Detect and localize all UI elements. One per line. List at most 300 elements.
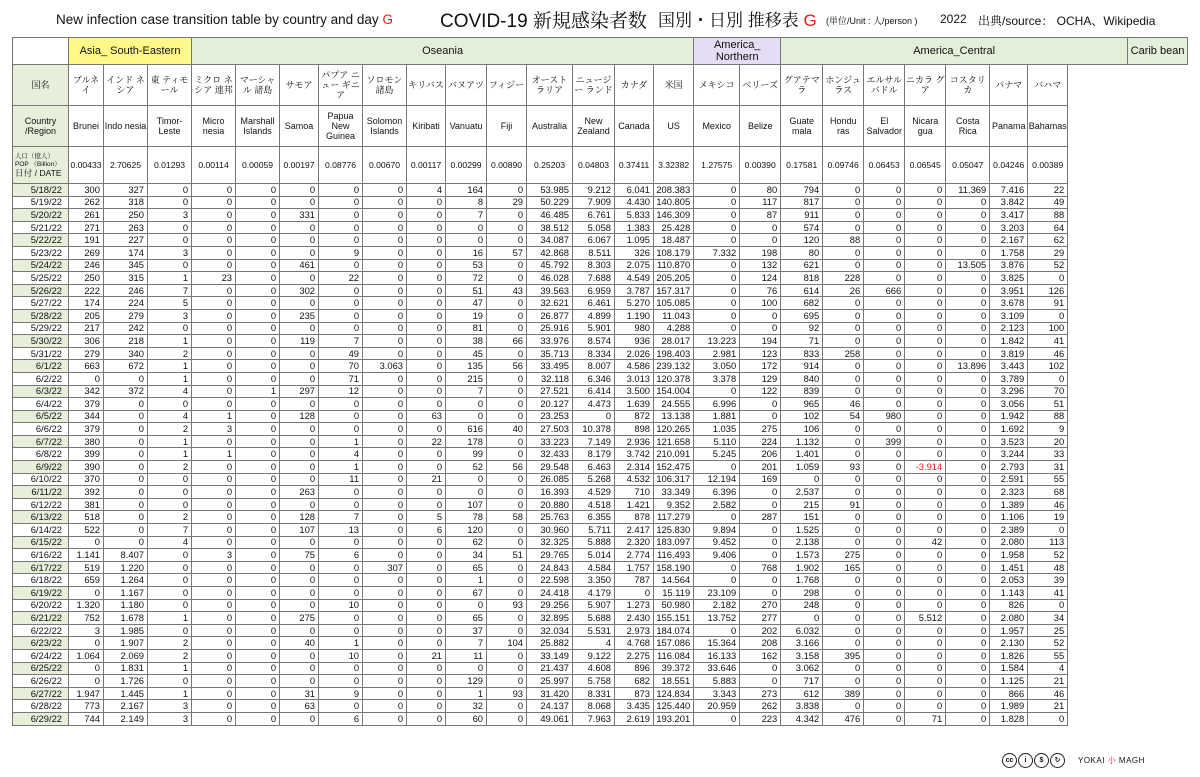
value-cell: 1 [446, 574, 487, 587]
value-cell: 46.485 [527, 209, 573, 222]
value-cell: 0 [487, 473, 527, 486]
value-cell: 20.959 [694, 700, 740, 713]
country-en-21: Costa Rica [946, 106, 990, 147]
value-cell: 55 [1028, 649, 1068, 662]
value-cell: 23.109 [694, 587, 740, 600]
by-icon: i [1018, 753, 1033, 768]
value-cell: 34.087 [527, 234, 573, 247]
value-cell: 100 [1028, 322, 1068, 335]
value-cell: 70 [319, 360, 363, 373]
value-cell: 1.273 [615, 599, 654, 612]
date-cell: 6/21/22 [13, 612, 69, 625]
value-cell: 0 [1028, 272, 1068, 285]
value-cell: 191 [69, 234, 104, 247]
value-cell: 0 [864, 612, 905, 625]
value-cell: 0 [905, 410, 946, 423]
value-cell: 1.525 [781, 524, 823, 537]
value-cell: 0 [363, 448, 407, 461]
value-cell: 0 [104, 536, 148, 549]
value-cell: 0 [694, 259, 740, 272]
value-cell: 1.059 [781, 461, 823, 474]
value-cell: 24.555 [654, 398, 694, 411]
value-cell: 326 [615, 246, 654, 259]
value-cell: 0 [823, 700, 864, 713]
value-cell: 0 [192, 372, 236, 385]
value-cell: 0 [363, 196, 407, 209]
value-cell: 0 [823, 259, 864, 272]
value-cell: 46 [1028, 347, 1068, 360]
value-cell: 2.582 [694, 498, 740, 511]
value-cell: 0 [407, 398, 446, 411]
value-cell: 0 [192, 284, 236, 297]
value-cell: 1.573 [781, 549, 823, 562]
value-cell: 1.826 [990, 649, 1028, 662]
value-cell: 227 [104, 234, 148, 247]
table-row [13, 687, 1188, 700]
value-cell: 0 [236, 612, 280, 625]
value-cell: 297 [280, 385, 319, 398]
value-cell: 0 [864, 272, 905, 285]
value-cell: 0 [905, 209, 946, 222]
table-row [13, 700, 1188, 713]
value-cell: 0 [694, 184, 740, 197]
value-cell: 4.342 [781, 712, 823, 725]
population-13: 0.37411 [615, 147, 654, 184]
value-cell: 0 [363, 637, 407, 650]
value-cell: 0 [823, 612, 864, 625]
value-cell: 0 [946, 246, 990, 259]
value-cell: 2.314 [615, 461, 654, 474]
value-cell: 0 [363, 423, 407, 436]
value-cell: 717 [781, 675, 823, 688]
value-cell: 0 [946, 322, 990, 335]
value-cell: 172 [740, 360, 781, 373]
value-cell: 0 [407, 486, 446, 499]
value-cell: 2 [148, 649, 192, 662]
value-cell: 0 [363, 612, 407, 625]
value-cell: 839 [781, 385, 823, 398]
value-cell: 345 [104, 259, 148, 272]
value-cell: 372 [104, 385, 148, 398]
country-en-6: Papua New Guinea [319, 106, 363, 147]
date-cell: 6/20/22 [13, 599, 69, 612]
value-cell: 2 [148, 423, 192, 436]
table-row [13, 360, 1188, 373]
value-cell: 0 [236, 637, 280, 650]
value-cell: 8.007 [573, 360, 615, 373]
value-cell: 26.085 [527, 473, 573, 486]
value-cell: 1.639 [615, 398, 654, 411]
value-cell: 53.985 [527, 184, 573, 197]
value-cell: 26.877 [527, 309, 573, 322]
value-cell: 1.389 [990, 498, 1028, 511]
value-cell: 0 [905, 599, 946, 612]
value-cell: 29.765 [527, 549, 573, 562]
value-cell: 0 [407, 246, 446, 259]
value-cell: 30.960 [527, 524, 573, 537]
value-cell: 6.996 [694, 398, 740, 411]
value-cell: 0 [236, 662, 280, 675]
table-row [13, 561, 1188, 574]
value-cell: 2.323 [990, 486, 1028, 499]
value-cell: 0 [446, 398, 487, 411]
value-cell: 222 [69, 284, 104, 297]
value-cell: 116.084 [654, 649, 694, 662]
value-cell: 0 [864, 234, 905, 247]
value-cell: 20.127 [527, 398, 573, 411]
value-cell: 936 [615, 335, 654, 348]
value-cell: 0 [446, 410, 487, 423]
value-cell: 19 [1028, 511, 1068, 524]
value-cell: 120 [781, 234, 823, 247]
value-cell: 8.407 [104, 549, 148, 562]
value-cell: 2.320 [615, 536, 654, 549]
value-cell: 519 [69, 561, 104, 574]
value-cell: 34 [1028, 612, 1068, 625]
value-cell: 0 [363, 536, 407, 549]
value-cell: 0 [192, 587, 236, 600]
value-cell: 0 [487, 700, 527, 713]
value-cell: 239.132 [654, 360, 694, 373]
value-cell: 0 [946, 234, 990, 247]
value-cell: 31 [280, 687, 319, 700]
value-cell: 3.417 [990, 209, 1028, 222]
value-cell: 0 [69, 662, 104, 675]
value-cell: 4.768 [615, 637, 654, 650]
value-cell: 1.132 [781, 435, 823, 448]
value-cell: 0 [319, 536, 363, 549]
value-cell: 0 [946, 662, 990, 675]
value-cell: 0 [236, 524, 280, 537]
value-cell: 0 [905, 309, 946, 322]
value-cell: 0 [236, 624, 280, 637]
value-cell: 210.091 [654, 448, 694, 461]
value-cell: 0 [192, 687, 236, 700]
value-cell: 0 [236, 574, 280, 587]
table-row [13, 473, 1188, 486]
value-cell: 0 [192, 347, 236, 360]
value-cell: 0 [363, 259, 407, 272]
country-en-17: Guate mala [781, 106, 823, 147]
value-cell: 0 [69, 637, 104, 650]
value-cell: 663 [69, 360, 104, 373]
value-cell: 1 [192, 410, 236, 423]
value-cell: 218 [104, 335, 148, 348]
value-cell: 34 [446, 549, 487, 562]
value-cell: 1.957 [990, 624, 1028, 637]
value-cell: 0 [280, 360, 319, 373]
value-cell: 0 [363, 675, 407, 688]
country-en-19: El Salvador [864, 106, 905, 147]
value-cell: 41 [1028, 587, 1068, 600]
value-cell: 80 [781, 246, 823, 259]
value-cell: 0 [864, 259, 905, 272]
country-en-12: New Zealand [573, 106, 615, 147]
value-cell: 242 [104, 322, 148, 335]
value-cell: 123 [740, 347, 781, 360]
value-cell: 1.143 [990, 587, 1028, 600]
value-cell: 275 [823, 549, 864, 562]
table-row [13, 196, 1188, 209]
value-cell: 3 [192, 549, 236, 562]
value-cell: 0 [740, 574, 781, 587]
value-cell: 0 [192, 473, 236, 486]
value-cell: 0 [280, 649, 319, 662]
value-cell: 0 [148, 473, 192, 486]
value-cell: 0 [407, 372, 446, 385]
value-cell: 0 [104, 435, 148, 448]
value-cell: 183.097 [654, 536, 694, 549]
value-cell: 25.763 [527, 511, 573, 524]
value-cell: 1.757 [615, 561, 654, 574]
value-cell: 62 [1028, 234, 1068, 247]
value-cell: 46.028 [527, 272, 573, 285]
value-cell: 0 [694, 561, 740, 574]
population-12: 0.04803 [573, 147, 615, 184]
value-cell: 0 [363, 335, 407, 348]
value-cell: 29 [487, 196, 527, 209]
value-cell: 0 [487, 297, 527, 310]
value-cell: 29.548 [527, 461, 573, 474]
value-cell: 2.075 [615, 259, 654, 272]
date-cell: 5/26/22 [13, 284, 69, 297]
population-16: 0.00390 [740, 147, 781, 184]
value-cell: 5.245 [694, 448, 740, 461]
value-cell: 42.868 [527, 246, 573, 259]
value-cell: 7 [148, 284, 192, 297]
value-cell: 0 [487, 448, 527, 461]
value-cell: 10 [319, 649, 363, 662]
value-cell: 768 [740, 561, 781, 574]
value-cell: 381 [69, 498, 104, 511]
value-cell: 0 [363, 624, 407, 637]
value-cell: 4.179 [573, 587, 615, 600]
table-row [13, 372, 1188, 385]
value-cell: 223 [740, 712, 781, 725]
table-row [13, 272, 1188, 285]
value-cell: 0 [823, 297, 864, 310]
value-cell: 0 [864, 498, 905, 511]
value-cell: 0 [1028, 712, 1068, 725]
value-cell: 4.473 [573, 398, 615, 411]
value-cell: 5.512 [905, 612, 946, 625]
value-cell: 0 [236, 398, 280, 411]
value-cell: 0 [236, 221, 280, 234]
value-cell: 0 [823, 196, 864, 209]
value-cell: 9.352 [654, 498, 694, 511]
value-cell: 0 [905, 549, 946, 562]
population-4: 0.00059 [236, 147, 280, 184]
value-cell: 0 [740, 309, 781, 322]
value-cell: 0 [694, 461, 740, 474]
value-cell: 0 [407, 272, 446, 285]
value-cell: 2.619 [615, 712, 654, 725]
value-cell: 0 [740, 536, 781, 549]
value-cell: 0 [69, 587, 104, 600]
value-cell: 81 [446, 322, 487, 335]
value-cell: 0 [864, 448, 905, 461]
value-cell: 3.876 [990, 259, 1028, 272]
value-cell: 5.901 [573, 322, 615, 335]
value-cell: 21.437 [527, 662, 573, 675]
value-cell: 0 [487, 309, 527, 322]
value-cell: 8.068 [573, 700, 615, 713]
value-cell: 3.158 [781, 649, 823, 662]
value-cell: 0 [363, 410, 407, 423]
value-cell: 20.880 [527, 498, 573, 511]
table-row [13, 649, 1188, 662]
value-cell: 0 [192, 524, 236, 537]
value-cell: 0 [487, 561, 527, 574]
value-cell: 9 [319, 687, 363, 700]
country-jp-19: エルサル バドル [864, 65, 905, 106]
population-5: 0.00197 [280, 147, 319, 184]
value-cell: 5.110 [694, 435, 740, 448]
value-cell: 0 [946, 524, 990, 537]
value-cell: 33.495 [527, 360, 573, 373]
value-cell: 129 [740, 372, 781, 385]
value-cell: 33.646 [694, 662, 740, 675]
value-cell: 0 [864, 574, 905, 587]
value-cell: 0 [823, 599, 864, 612]
value-cell: 20 [1028, 435, 1068, 448]
value-cell: 0 [946, 372, 990, 385]
value-cell: 0 [148, 561, 192, 574]
value-cell: 0 [946, 574, 990, 587]
value-cell: 125.440 [654, 700, 694, 713]
value-cell: 119 [280, 335, 319, 348]
value-cell: 51 [487, 549, 527, 562]
value-cell: 25.882 [527, 637, 573, 650]
country-jp-3: ミクロ ネシア 連邦 [192, 65, 236, 106]
date-label: 日付 / DATE [15, 168, 62, 178]
value-cell: 1.881 [694, 410, 740, 423]
value-cell: 0 [319, 398, 363, 411]
value-cell: 0 [487, 410, 527, 423]
value-cell: 0 [864, 246, 905, 259]
value-cell: 3.842 [990, 196, 1028, 209]
date-cell: 5/18/22 [13, 184, 69, 197]
value-cell: 0 [407, 498, 446, 511]
value-cell: 0 [487, 587, 527, 600]
value-cell: 833 [781, 347, 823, 360]
value-cell: 0 [864, 398, 905, 411]
value-cell: 0 [407, 536, 446, 549]
date-cell: 5/24/22 [13, 259, 69, 272]
value-cell: 228 [823, 272, 864, 285]
value-cell: 0 [823, 486, 864, 499]
value-cell: 0 [192, 486, 236, 499]
value-cell: 3.056 [990, 398, 1028, 411]
value-cell: 0 [319, 423, 363, 436]
value-cell: 0 [740, 498, 781, 511]
value-cell: 0 [864, 662, 905, 675]
date-cell: 5/20/22 [13, 209, 69, 222]
value-cell: 0 [236, 246, 280, 259]
value-cell: 2.973 [615, 624, 654, 637]
country-jp-4: マーシャル 諸島 [236, 65, 280, 106]
population-17: 0.17581 [781, 147, 823, 184]
value-cell: 1 [148, 662, 192, 675]
table-row [13, 423, 1188, 436]
value-cell: 72 [446, 272, 487, 285]
population-8: 0.00117 [407, 147, 446, 184]
value-cell: 0 [280, 461, 319, 474]
value-cell: 162 [740, 649, 781, 662]
value-cell: 0 [319, 284, 363, 297]
value-cell: 0 [407, 587, 446, 600]
value-cell: 0 [905, 322, 946, 335]
value-cell: 8.331 [573, 687, 615, 700]
value-cell: 7 [446, 385, 487, 398]
value-cell: 0 [319, 700, 363, 713]
value-cell: 0 [363, 209, 407, 222]
value-cell: 0 [148, 184, 192, 197]
value-cell: 0 [363, 574, 407, 587]
value-cell: 0 [905, 221, 946, 234]
value-cell: 0 [487, 486, 527, 499]
value-cell: 0 [946, 549, 990, 562]
value-cell: 261 [69, 209, 104, 222]
value-cell: 7.332 [694, 246, 740, 259]
value-cell: 3 [192, 423, 236, 436]
value-cell: 0 [363, 398, 407, 411]
country-jp-9: バヌアツ [446, 65, 487, 106]
value-cell: 39 [1028, 574, 1068, 587]
value-cell: 0 [236, 335, 280, 348]
cc-icon: cc [1002, 753, 1017, 768]
value-cell: 45.792 [527, 259, 573, 272]
value-cell: 0 [946, 587, 990, 600]
value-cell: 3.435 [615, 700, 654, 713]
value-cell: 379 [69, 423, 104, 436]
country-en-15: Mexico [694, 106, 740, 147]
value-cell: 0 [905, 448, 946, 461]
value-cell: 120.265 [654, 423, 694, 436]
value-cell: 0 [740, 410, 781, 423]
value-cell: 0 [487, 612, 527, 625]
title-jp: COVID-19 新規感染者数 [440, 11, 647, 32]
value-cell: 0 [319, 410, 363, 423]
value-cell: 39.563 [527, 284, 573, 297]
value-cell: 0 [236, 511, 280, 524]
value-cell: 0 [446, 221, 487, 234]
value-cell: 0 [192, 385, 236, 398]
value-cell: 0 [148, 549, 192, 562]
value-cell: 0 [236, 423, 280, 436]
value-cell: 71 [319, 372, 363, 385]
value-cell: 965 [781, 398, 823, 411]
value-cell: 0 [148, 398, 192, 411]
country-en-5: Samoa [280, 106, 319, 147]
value-cell: 0 [487, 259, 527, 272]
value-cell: 1.180 [104, 599, 148, 612]
value-cell: 3 [69, 624, 104, 637]
value-cell: 914 [781, 360, 823, 373]
value-cell: 3 [148, 712, 192, 725]
value-cell: 787 [615, 574, 654, 587]
table-row [13, 246, 1188, 259]
value-cell: 0 [946, 473, 990, 486]
value-cell: 461 [280, 259, 319, 272]
value-cell: 11.043 [654, 309, 694, 322]
value-cell: 46 [1028, 687, 1068, 700]
value-cell: 25 [1028, 624, 1068, 637]
value-cell: 3.742 [615, 448, 654, 461]
value-cell: 0 [823, 662, 864, 675]
value-cell: 3.789 [990, 372, 1028, 385]
value-cell: 0 [487, 385, 527, 398]
